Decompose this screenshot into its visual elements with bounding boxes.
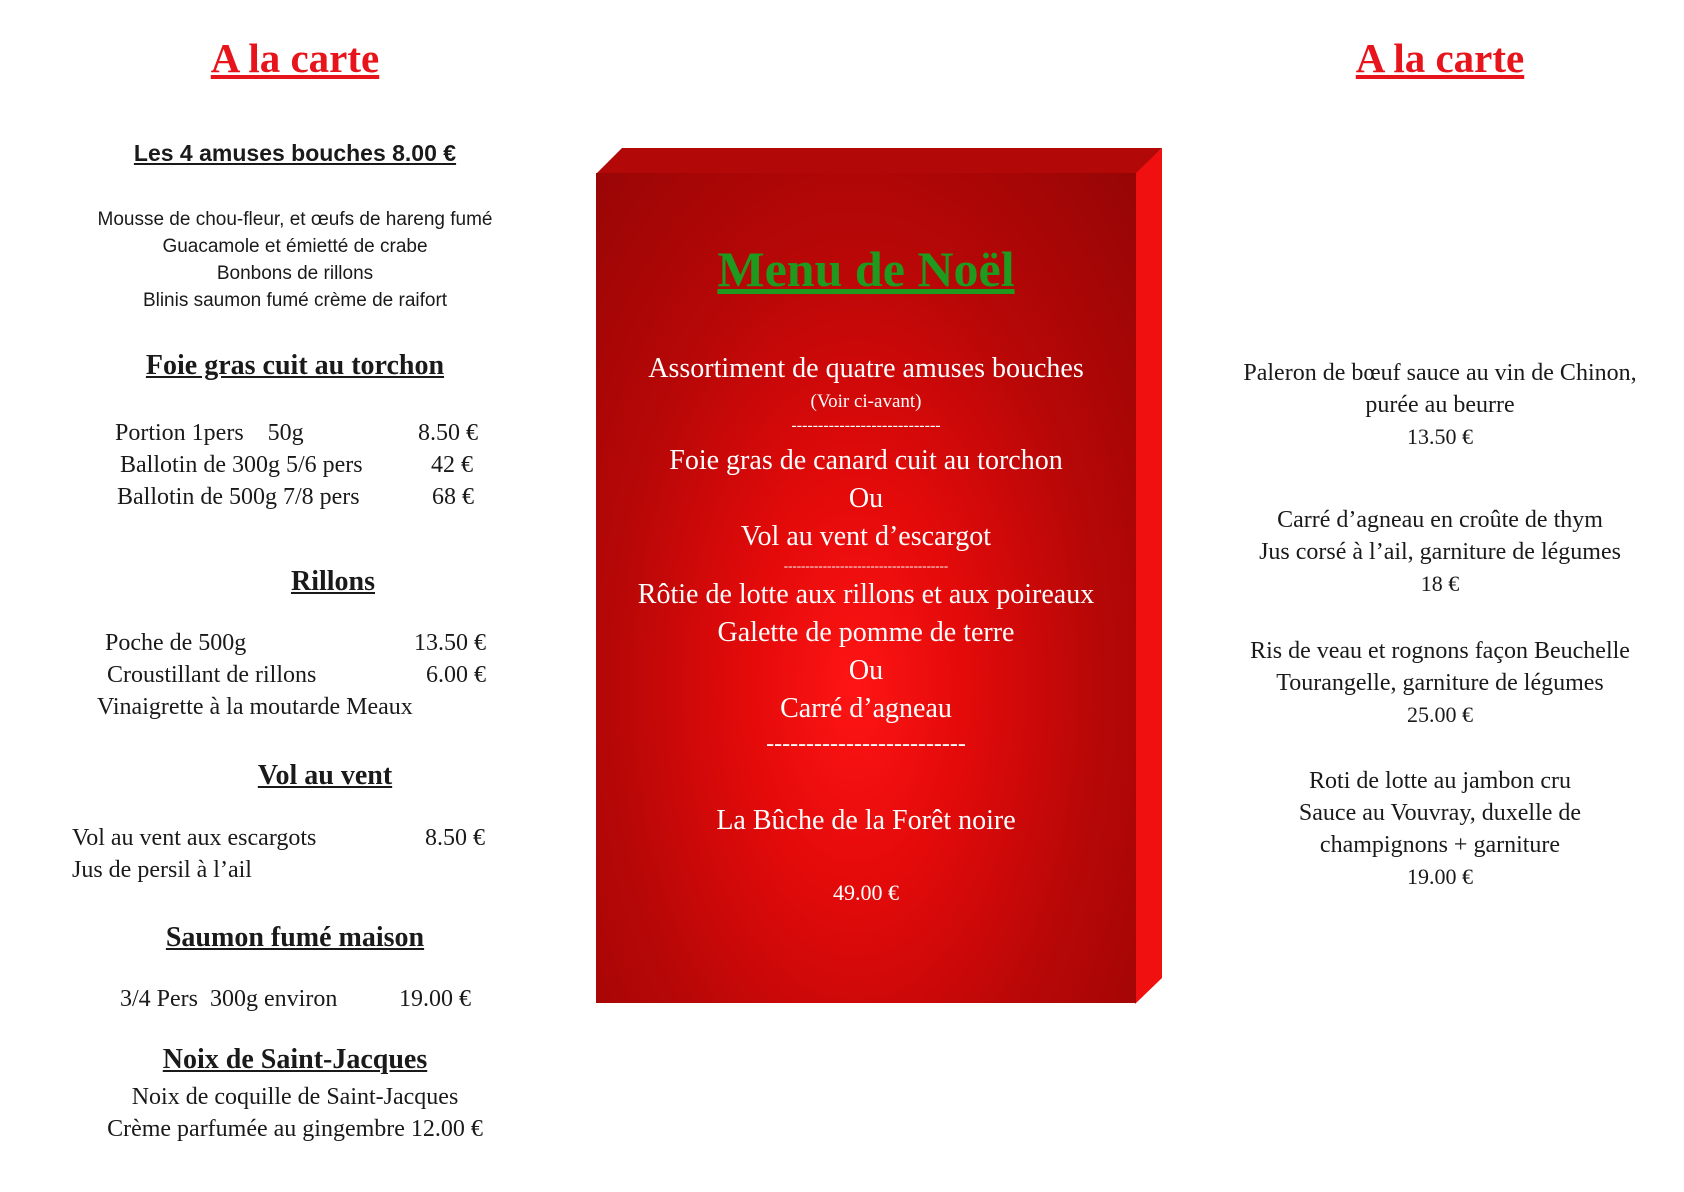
menu-entree-1: Foie gras de canard cuit au torchon: [669, 445, 1063, 476]
menu-separator: --------------------------------------: [783, 558, 949, 573]
foie-gras-row-label: Ballotin de 300g 5/6 pers: [120, 452, 363, 478]
right-dish-line: Roti de lotte au jambon cru: [1309, 768, 1571, 794]
menu-box-side: [1135, 148, 1162, 1004]
foie-gras-row-label: Portion 1pers 50g: [115, 420, 304, 446]
saint-jacques-line: Crème parfumée au gingembre 12.00 €: [107, 1116, 483, 1142]
foie-gras-row-price: 42 €: [431, 452, 473, 478]
right-dish: [1205, 765, 1675, 893]
vol-au-vent-row-label: Vol au vent aux escargots: [72, 825, 317, 851]
right-dish: [1205, 504, 1675, 600]
right-dish-line: Tourangelle, garniture de légumes: [1276, 670, 1604, 696]
rillons-row-label: Croustillant de rillons: [107, 662, 317, 688]
right-dish-price: 18 €: [1420, 571, 1460, 596]
rillons-title: Rillons: [290, 566, 376, 597]
menu-starter-note: (Voir ci-avant): [810, 391, 922, 412]
saumon-row-price: 19.00 €: [399, 986, 471, 1012]
amuses-item: Blinis saumon fumé crème de raifort: [142, 290, 448, 311]
right-dish-line: champignons + garniture: [1319, 832, 1561, 858]
vol-au-vent-title: Vol au vent: [257, 760, 393, 791]
right-dish-price: 19.00 €: [1407, 864, 1473, 889]
saint-jacques-lines: [45, 1081, 545, 1145]
menu-entree-2: Vol au vent d’escargot: [740, 521, 992, 552]
menu-title: Menu de Noël: [717, 241, 1015, 297]
menu-price: 49.00 €: [833, 880, 899, 905]
foie-gras-row-price: 68 €: [432, 484, 474, 510]
vol-au-vent-note: Jus de persil à l’ail: [72, 857, 252, 883]
right-dish-line: Ris de veau et rognons façon Beuchelle: [1250, 638, 1630, 664]
right-dish-line: Jus corsé à l’ail, garniture de légumes: [1259, 539, 1621, 565]
right-dish: [1205, 357, 1675, 453]
vol-au-vent-row-price: 8.50 €: [425, 825, 485, 851]
menu-separator: -------------------------: [766, 731, 966, 757]
right-dish-price: 13.50 €: [1407, 424, 1473, 449]
rillons-note: Vinaigrette à la moutarde Meaux: [97, 694, 413, 720]
saint-jacques-line: Noix de coquille de Saint-Jacques: [131, 1084, 459, 1110]
menu-starter: Assortiment de quatre amuses bouches: [648, 353, 1084, 384]
right-dish: [1205, 635, 1675, 731]
amuses-item: Guacamole et émietté de crabe: [162, 236, 428, 257]
right-dish-price: 25.00 €: [1407, 702, 1473, 727]
left-page-title: A la carte: [210, 35, 380, 81]
rillons-row-label: Poche de 500g: [105, 630, 247, 656]
right-dish-line: Sauce au Vouvray, duxelle de: [1298, 800, 1582, 826]
right-dish-line: Paleron de bœuf sauce au vin de Chinon,: [1243, 360, 1637, 386]
rillons-row-price: 6.00 €: [426, 662, 486, 688]
right-dish-line: purée au beurre: [1365, 392, 1515, 418]
menu-main-1: Rôtie de lotte aux rillons et aux poireaux: [637, 579, 1095, 610]
amuses-item: Mousse de chou-fleur, et œufs de hareng fumé: [97, 209, 493, 230]
rillons-row-price: 13.50 €: [414, 630, 486, 656]
amuses-item: Bonbons de rillons: [216, 263, 374, 284]
menu-or: Ou: [848, 483, 884, 514]
foie-gras-title: Foie gras cuit au torchon: [145, 350, 445, 381]
saumon-row-label: 3/4 Pers 300g environ: [120, 986, 338, 1012]
menu-separator: ----------------------------: [791, 417, 941, 434]
amuses-list: [45, 206, 545, 314]
foie-gras-row-label: Ballotin de 500g 7/8 pers: [117, 484, 360, 510]
amuses-title: Les 4 amuses bouches 8.00 €: [133, 140, 457, 166]
saumon-title: Saumon fumé maison: [165, 922, 425, 953]
menu-dessert: La Bûche de la Forêt noire: [716, 805, 1016, 836]
menu-box-top: [596, 148, 1162, 174]
foie-gras-row-price: 8.50 €: [418, 420, 478, 446]
saint-jacques-title: Noix de Saint-Jacques: [162, 1044, 428, 1075]
menu-or: Ou: [848, 655, 884, 686]
right-page-title: A la carte: [1355, 35, 1525, 81]
right-dish-line: Carré d’agneau en croûte de thym: [1277, 507, 1603, 533]
menu-main-1-side: Galette de pomme de terre: [717, 617, 1015, 648]
menu-main-2: Carré d’agneau: [780, 693, 952, 724]
